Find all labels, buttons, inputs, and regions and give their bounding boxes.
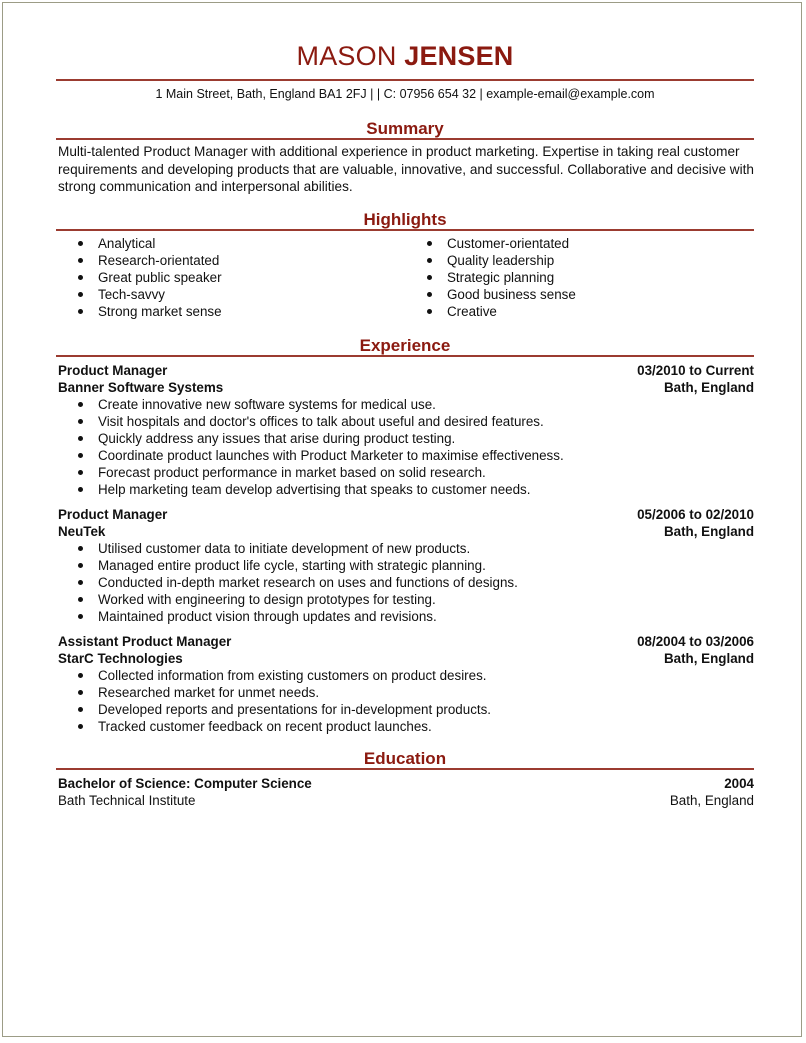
list-item: Utilised customer data to initiate development of new products. [56,540,754,557]
school-name: Bath Technical Institute [58,793,196,808]
list-item: Research-orientated [56,252,222,269]
job-company-row [58,523,754,540]
degree-row [58,775,754,792]
last-name: JENSEN [404,41,514,71]
education-entry [58,775,754,809]
experience-divider [56,355,754,357]
job-header [58,362,754,379]
education-heading: Education [363,749,447,768]
degree: Bachelor of Science: Computer Science [58,776,312,791]
contact-line: 1 Main Street, Bath, England BA1 2FJ | | C: 07956 654 32 | example-email@example.com [155,87,655,101]
job-header [58,633,754,650]
job-title: Product Manager [58,363,168,378]
list-item: Maintained product vision through updates and revisions. [56,608,754,625]
header-divider [56,79,754,81]
job-dates: 08/2004 to 03/2006 [637,634,754,649]
list-item: Developed reports and presentations for in-development products. [56,701,754,718]
list-item: Quality leadership [405,252,576,269]
job-company: NeuTek [58,524,106,539]
experience-heading: Experience [359,336,451,355]
job-entry [58,506,754,625]
list-item: Analytical [56,235,222,252]
highlights-left-list [56,235,222,320]
list-item: Forecast product performance in market based on solid research. [56,464,754,481]
job-dates: 05/2006 to 02/2010 [637,507,754,522]
job-company-row [58,650,754,667]
list-item: Help marketing team develop advertising that speaks to customer needs. [56,481,754,498]
job-duties [56,396,754,498]
resume-page [2,2,802,1037]
job-title: Assistant Product Manager [58,634,232,649]
highlights-heading: Highlights [363,210,447,229]
list-item: Tech-savvy [56,286,222,303]
job-company-row [58,379,754,396]
summary-heading: Summary [366,119,444,138]
job-location: Bath, England [663,524,754,539]
job-header [58,506,754,523]
job-company: StarC Technologies [58,651,183,666]
list-item: Create innovative new software systems for medical use. [56,396,754,413]
list-item: Great public speaker [56,269,222,286]
list-item: Strong market sense [56,303,222,320]
graduation-year: 2004 [724,776,754,791]
candidate-name [56,41,754,72]
job-location: Bath, England [663,380,754,395]
list-item: Creative [405,303,576,320]
list-item: Good business sense [405,286,576,303]
job-company: Banner Software Systems [58,380,224,395]
job-duties [56,667,754,735]
school-row [58,792,754,809]
list-item: Conducted in-depth market research on uses and functions of designs. [56,574,754,591]
job-entry [58,362,754,498]
highlights-divider [56,229,754,231]
highlights-right-list [405,235,576,320]
job-dates: 03/2010 to Current [637,363,754,378]
list-item: Coordinate product launches with Product Marketer to maximise effectiveness. [56,447,754,464]
job-title: Product Manager [58,507,168,522]
job-duties [56,540,754,625]
job-entry [58,633,754,735]
job-location: Bath, England [663,651,754,666]
list-item: Visit hospitals and doctor's offices to talk about useful and desired features. [56,413,754,430]
list-item: Tracked customer feedback on recent product launches. [56,718,754,735]
list-item: Managed entire product life cycle, starting with strategic planning. [56,557,754,574]
summary-text: Multi-talented Product Manager with additional experience in product marketing. Expertise in taking real customer requirements and developing products that are valuable, innovative, and successful. Collaborative and decisive with strong communication and interpersonal abilities. [58,144,754,194]
list-item: Strategic planning [405,269,576,286]
list-item: Customer-orientated [405,235,576,252]
school-location: Bath, England [669,793,754,808]
list-item: Collected information from existing customers on product desires. [56,667,754,684]
first-name: MASON [296,41,397,71]
education-divider [56,768,754,770]
list-item: Quickly address any issues that arise during product testing. [56,430,754,447]
list-item: Researched market for unmet needs. [56,684,754,701]
list-item: Worked with engineering to design prototypes for testing. [56,591,754,608]
summary-divider [56,138,754,140]
